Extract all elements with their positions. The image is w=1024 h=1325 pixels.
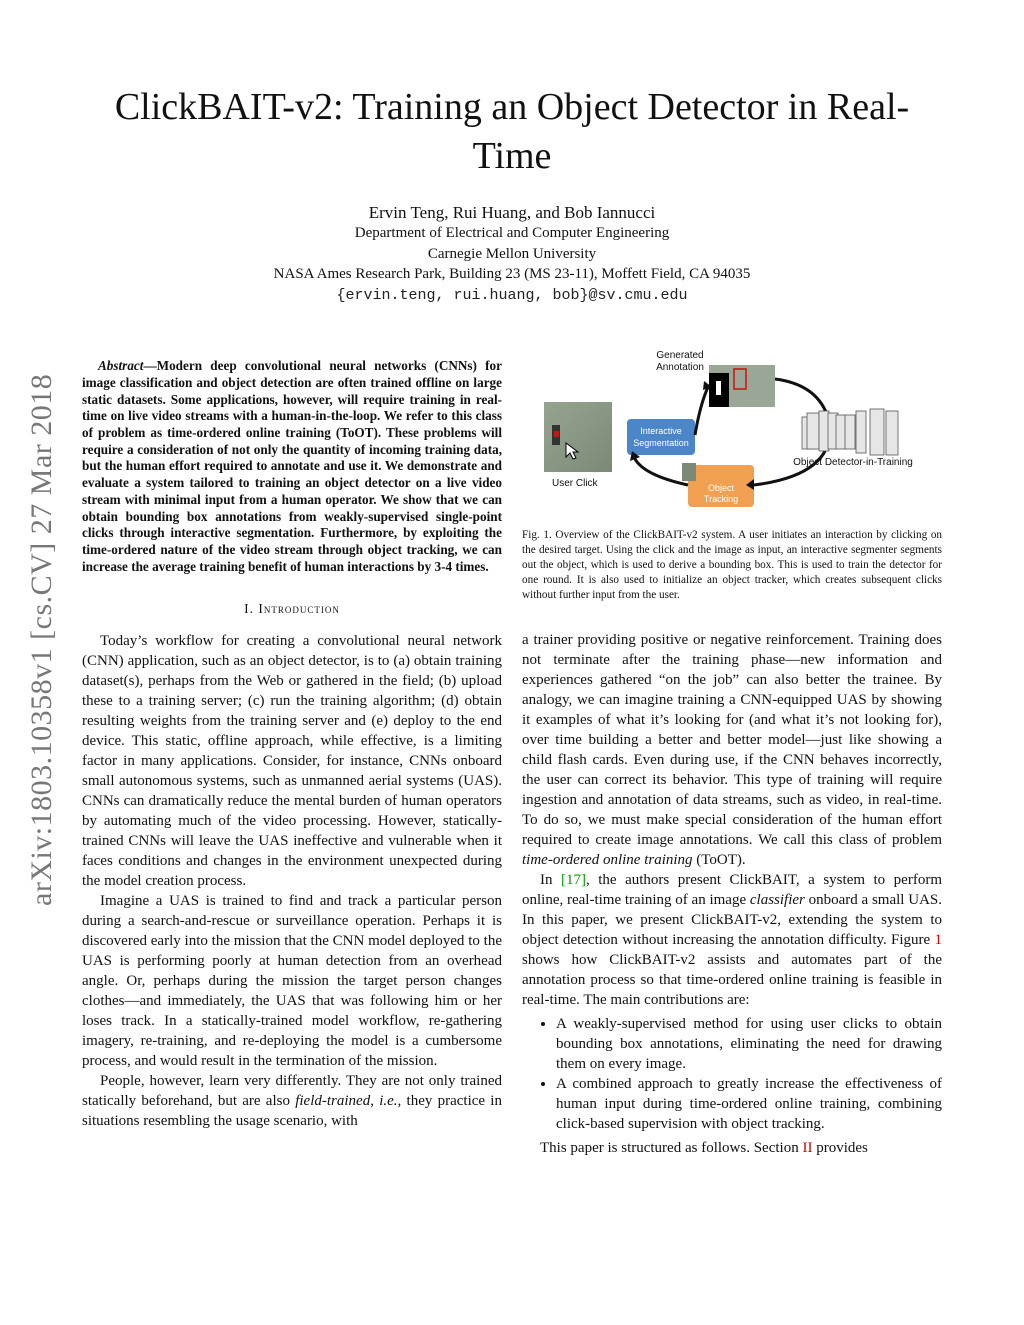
- intro-paragraph-3: [82, 1071, 502, 1131]
- arxiv-stamp: arXiv:1803.10358v1 [cs.CV] 27 Mar 2018: [25, 373, 58, 907]
- figure-ref-link[interactable]: 1: [934, 932, 942, 948]
- box-label-line: Segmentation: [633, 438, 689, 448]
- box-label-line: Interactive: [640, 426, 682, 436]
- box-label-line: Tracking: [703, 494, 739, 504]
- section-ref-link[interactable]: II: [802, 1140, 813, 1156]
- text-run: a trainer providing positive or negative reinforcement. Training does not terminate after the training phase—new information and experiences gathered “on the job” can also better the trainee. By analogy, we can imagine training a CNN-equipped UAS by showing it examples of what it’s looking for (and what it’s not looking for), over time building a better and better model—just like showing a child flash cards. Even during use, if the CNN behaves incorrectly, the user can correct its behavior. This type of training will require ingestion and annotation of data streams, such as video, in real-time. To do so, we must make special consideration of the human effort required to create image annotations. We call this class of problem: [522, 632, 942, 848]
- affiliation-address: NASA Ames Research Park, Building 23 (MS 23-11), Moffett Field, CA 94035: [273, 266, 751, 282]
- box-label-line: Object: [707, 483, 735, 493]
- section-name: Introduction: [258, 601, 340, 617]
- abstract-body: —Modern deep convolutional neural networks (CNNs) for image classification and object detection are often trained offline on large static datasets. Some applications, however, will require training in real-time on live video streams with a human-in-the-loop. We refer to this class of problem as time-ordered online training (ToOT). These problems will require a consideration of not only the quantity of incoming training data, but the human effort required to annotate and use it. We demonstrate and evaluate a system tailored to training an object detector on a live video stream with minimal input from a human operator. We show that we can obtain bounding box annotations from weakly-supervised single-point clicks through interactive segmentation. Furthermore, by exploiting the time-ordered nature of the video stream through object tracking, we can increase the average training benefit of human interactions by 3-4 times.: [82, 358, 502, 574]
- authors: Ervin Teng, Rui Huang, and Bob Iannucci: [368, 203, 656, 222]
- text-run: People, however, learn very differently. They are not only trained statically beforehand, but are also: [82, 1073, 502, 1110]
- emphasis: field-trained: [295, 1093, 371, 1110]
- list-item: • A weakly-supervised method for using user clicks to obtain bounding box annotations, eliminating the need for drawing them on every image.: [556, 1014, 942, 1074]
- emphasis: time-ordered online training: [522, 852, 693, 868]
- generated-annotation-label: Generated: [656, 350, 704, 361]
- text-run: provides: [812, 1140, 868, 1156]
- right-paragraph-3: [522, 1138, 942, 1158]
- generated-annotation-label: Annotation: [656, 362, 704, 373]
- user-click-image: [544, 402, 612, 472]
- text-run: This paper is structured as follows. Section: [540, 1140, 803, 1156]
- contributions-list: [522, 1014, 942, 1134]
- emphasis: classifier: [749, 892, 805, 908]
- citation-link[interactable]: [17]: [561, 872, 586, 888]
- text-run: ,: [370, 1093, 380, 1110]
- intro-paragraph-1: Today’s workflow for creating a convolutional neural network (CNN) application, such as an object detector, is to (a) obtain training dataset(s), perhaps from the Web or gathered in the field; (b) upload these to a training server; (c) run the training algorithm; (d) obtain resulting weights from the training server and (e) deploy to the end device. This static, offline approach, while effective, is a limiting factor in many applications. Consider, for instance, CNNs onboard small autonomous systems, such as unmanned aerial systems (UAS). CNNs can dramatically reduce the mental burden of human operators by automating much of the video processing. However, statically-trained CNNs will leave the UAS ineffective and vulnerable when it faces conditions and changes in the environment unexpected during the model creation process.: [82, 633, 502, 890]
- author-emails: {ervin.teng, rui.huang, bob}@sv.cmu.edu: [336, 287, 688, 304]
- text-run: shows how ClickBAIT-v2 assists and automates part of the annotation process so that time-ordered online training is feasible in real-time. The main contributions are:: [522, 952, 942, 1008]
- text-run: (ToOT).: [692, 852, 746, 868]
- section-number: I.: [244, 601, 259, 617]
- left-column: [82, 345, 502, 1131]
- affiliation-dept: Department of Electrical and Computer Engineering: [354, 225, 670, 241]
- text-run: onboard a small UAS. In this paper, we present ClickBAIT-v2, extending the system to object detection without increasing the annotation difficulty. Figure: [522, 892, 942, 948]
- text-run: , the authors present ClickBAIT, a system to perform online, real-time training of an image: [522, 872, 942, 908]
- figure-1-caption: Fig. 1. Overview of the ClickBAIT-v2 system. A user initiates an interaction by clicking on the desired target. Using the click and the image as input, an interactive segmenter segments out the object, which is used to derive a bounding box. This is used to train the detector for one round. It is also used to initialize an object tracker, which creates subsequent clicks without further input from the user.: [522, 529, 942, 601]
- object-tracking-box: [682, 463, 754, 507]
- abstract-lead: Abstract: [98, 358, 144, 374]
- text-run: they practice in situations resembling the usage scenario, with: [82, 1093, 502, 1130]
- right-paragraph-2: [522, 870, 942, 1010]
- emphasis: i.e.,: [379, 1093, 402, 1110]
- right-paragraph-1: [522, 630, 942, 870]
- detector-label: Object Detector-in-Training: [793, 457, 913, 468]
- affiliation-university: Carnegie Mellon University: [427, 246, 597, 262]
- detector-network-icon: [802, 409, 898, 455]
- list-item: • A combined approach to greatly increase the effectiveness of human input during time-ordered online training, combining click-based supervision with object tracking.: [556, 1074, 942, 1134]
- interactive-segmentation-box: [627, 419, 695, 455]
- text-run: In: [540, 872, 561, 888]
- abstract: [82, 358, 502, 575]
- generated-annotation-image: [709, 365, 775, 407]
- right-column: [522, 630, 942, 1158]
- section-heading-introduction: [82, 601, 502, 617]
- intro-paragraph-2: Imagine a UAS is trained to find and track a particular person during a search-and-rescue or surveillance operation. Perhaps it is discovered early into the mission that the CNN model deployed to the UAS is performing poorly at human detection from an overhead angle. Or, perhaps during the mission the target person changes clothes—and immediately, the UAS that was following him or her loses track. In a statically-trained model workflow, re-gathering imagery, re-training, and re-deploying the model is a cumbersome process, and would result in the termination of the mission.: [82, 893, 502, 1070]
- user-click-label: User Click: [552, 478, 598, 489]
- paper-title: ClickBAIT-v2: Training an Object Detector in Real-Time: [114, 86, 910, 177]
- figure-1-diagram: [522, 345, 942, 525]
